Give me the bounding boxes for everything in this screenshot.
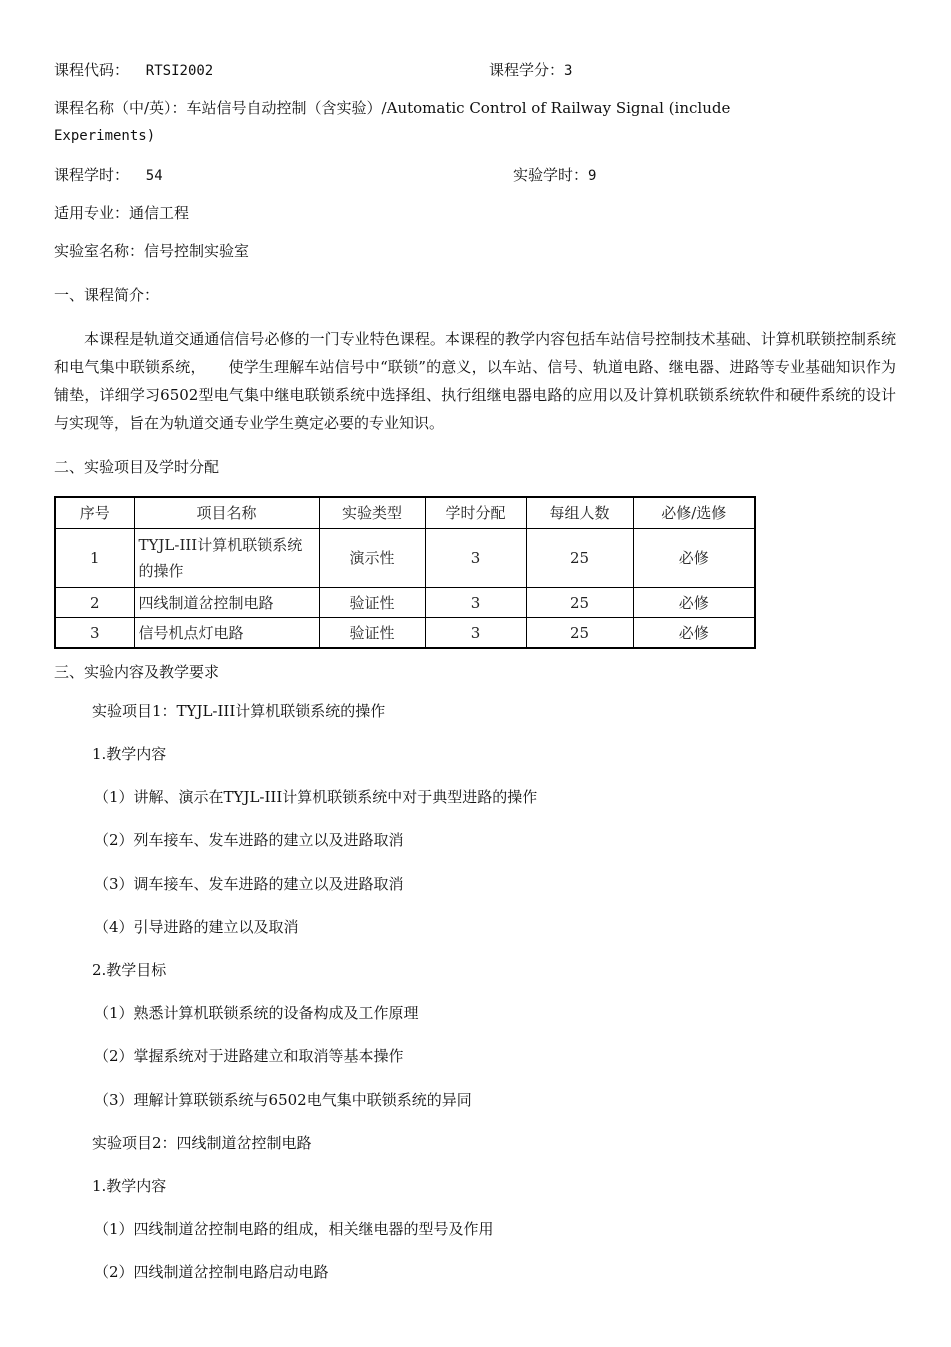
section2-heading: 二、实验项目及学时分配 [54,458,220,476]
table-row [55,618,755,649]
lab-hours-line [513,165,596,186]
subsection-heading: 2.教学目标 [92,961,167,979]
course-code-label: 课程代码： [54,61,130,79]
applicable-major: 适用专业：通信工程 [54,204,190,222]
table-header-cell: 序号 [55,497,134,529]
lab-hours-value: 9 [588,168,597,184]
course-code-line [54,60,213,81]
table-header-row [55,497,755,529]
table-cell: 必修 [633,618,755,649]
course-hours-label: 课程学时： [54,166,130,184]
table-cell: 必修 [633,529,755,588]
list-item: （2）掌握系统对于进路建立和取消等基本操作 [94,1047,404,1065]
table-row [55,588,755,618]
lab-hours-label: 实验学时： [513,166,589,184]
list-item: （2）列车接车、发车进路的建立以及进路取消 [94,831,404,849]
course-name-line1: 课程名称（中/英）：车站信号自动控制（含实验）/Automatic Control of Railway Signal (include [54,99,731,117]
list-item: （4）引导进路的建立以及取消 [94,918,299,936]
table-cell: 3 [425,618,526,649]
course-intro-paragraph: 本课程是轨道交通通信信号必修的一门专业特色课程。本课程的教学内容包括车站信号控制技术基础、计算机联锁控制系统和电气集中联锁系统， 使学生理解车站信号中“联锁”的意义，以车站、信号、轨道电路、继电器、进路等专业基础知识作为铺垫，详细学习6502型电气集中继电联锁系统中选择组、执行组继电器电路的应用以及计算机联锁系统软件和硬件系统的设计与实现等，旨在为轨道交通专业学生奠定必要的专业知识。 [54,330,896,432]
table-cell: 3 [425,588,526,618]
table-header-cell: 学时分配 [425,497,526,529]
table-cell: 3 [425,529,526,588]
lab-name: 实验室名称：信号控制实验室 [54,242,250,260]
table-header-cell: 项目名称 [134,497,319,529]
table-header-cell: 每组人数 [526,497,633,529]
list-item: （3）调车接车、发车进路的建立以及进路取消 [94,875,404,893]
section1-heading: 一、课程简介： [54,286,160,304]
subsection-heading: 1.教学内容 [92,1177,167,1195]
course-code-value: RTSI2002 [145,63,214,79]
table-row [55,529,755,588]
experiment-item-heading: 实验项目1：TYJL-III计算机联锁系统的操作 [92,702,386,720]
table-cell: 3 [55,618,134,649]
table-cell: 信号机点灯电路 [134,618,319,649]
table-cell: 演示性 [319,529,425,588]
table-cell: 25 [526,588,633,618]
table-cell: 验证性 [319,588,425,618]
course-credit-label: 课程学分： [489,61,565,79]
table-cell: 必修 [633,588,755,618]
section3-heading: 三、实验内容及教学要求 [54,663,220,681]
list-item: （1）讲解、演示在TYJL-III计算机联锁系统中对于典型进路的操作 [94,788,538,806]
experiment-table [54,496,756,649]
table-header-cell: 实验类型 [319,497,425,529]
course-hours-value: 54 [145,168,163,184]
table-cell: 2 [55,588,134,618]
table-cell: 验证性 [319,618,425,649]
list-item: （3）理解计算联锁系统与6502电气集中联锁系统的异同 [94,1091,472,1109]
table-header-cell: 必修/选修 [633,497,755,529]
table-cell: 1 [55,529,134,588]
table-cell: 25 [526,529,633,588]
course-name-line2: Experiments) [54,128,156,144]
table-cell: TYJL-III计算机联锁系统的操作 [134,529,319,588]
list-item: （1）四线制道岔控制电路的组成，相关继电器的型号及作用 [94,1220,494,1238]
course-credit-value: 3 [564,63,573,79]
experiment-item-heading: 实验项目2：四线制道岔控制电路 [92,1134,312,1152]
list-item: （1）熟悉计算机联锁系统的设备构成及工作原理 [94,1004,419,1022]
table-cell: 四线制道岔控制电路 [134,588,319,618]
course-hours-line [54,165,163,186]
list-item: （2）四线制道岔控制电路启动电路 [94,1263,329,1281]
course-credit-line [489,60,572,81]
table-cell: 25 [526,618,633,649]
subsection-heading: 1.教学内容 [92,745,167,763]
